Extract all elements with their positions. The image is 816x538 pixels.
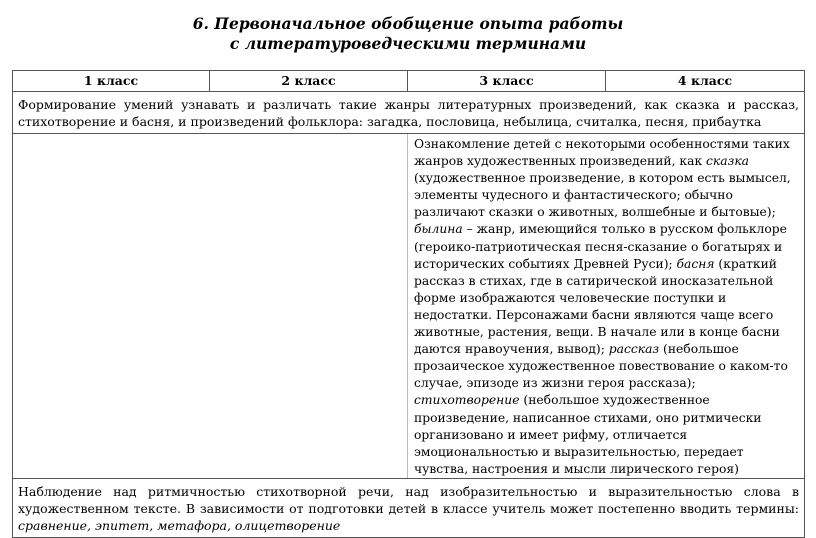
- observation-terms: сравнение, эпитет, метафора, олицетворение: [18, 517, 341, 533]
- observation-text: Наблюдение над ритмичностью стихотворной речи, над изобразительностью и выразительностью слова в художественном тексте. В зависимости от подготовки детей в классе учитель может постепенно вводить термины:: [18, 483, 799, 516]
- text-part: Ознакомление детей с некоторыми особенностями таких жанров художественных произведений, как: [414, 137, 790, 169]
- text-part: (краткий рассказ в стихах, где в сатирической иносказательной форме изображаются человеческие поступки и недостатки. Персонажами басни являются чаще всего животные, растения, вещи. В начале или в конце басни даются нравоучения, вывод);: [414, 256, 780, 357]
- term-fable: басня: [676, 256, 715, 271]
- text-part: (небольшое прозаическое художественное повествование о каком-то случае, эпизоде из жизни героя рассказа);: [414, 342, 788, 391]
- term-poem: стихотворение: [414, 393, 520, 408]
- column-header-grade-2: 2 класс: [210, 71, 408, 92]
- column-header-grade-4: 4 класс: [606, 71, 805, 92]
- term-bylina: былина: [414, 222, 463, 237]
- title-line-2: с литературоведческими терминами: [229, 34, 587, 53]
- genres-cell: Формирование умений узнавать и различать такие жанры литературных произведений, как сказка и рассказ, стихотворение и басня, и произведений фольклора: загадка, пословица, небылица, считалка, песня, прибаутка: [13, 92, 805, 134]
- text-part: (небольшое художественное произведение, написанное стихами, оно ритмически организовано и имеет рифму, отличается эмоциональностью и выразительностью, передает чувства, настроения и мысли лирического героя): [414, 393, 762, 476]
- term-tale: сказка: [706, 154, 749, 169]
- table-row-genres: [13, 92, 805, 134]
- column-header-grade-1: 1 класс: [13, 71, 210, 92]
- term-story: рассказ: [608, 342, 660, 357]
- genre-details-cell: [408, 134, 805, 479]
- title-line-1: 6. Первоначальное обобщение опыта работы: [192, 14, 624, 33]
- text-part: (художественное произведение, в котором есть вымысел, элементы чудесного и фантастического; обычно различают сказки о животных, волшебные и бытовые);: [414, 171, 791, 220]
- observation-cell: [13, 478, 805, 537]
- table-row-genre-details: [13, 134, 805, 479]
- section-title: [0, 14, 816, 54]
- table-row-observation: [13, 478, 805, 537]
- terms-table: [12, 70, 805, 538]
- text-part: – жанр, имеющийся только в русском фольклоре (героико-патриотическая песня-сказание о богатырях и исторических событиях Древней Руси);: [414, 222, 787, 271]
- column-header-grade-3: 3 класс: [408, 71, 606, 92]
- table-header-row: [13, 71, 805, 92]
- empty-cell-grades-1-2: [13, 134, 408, 479]
